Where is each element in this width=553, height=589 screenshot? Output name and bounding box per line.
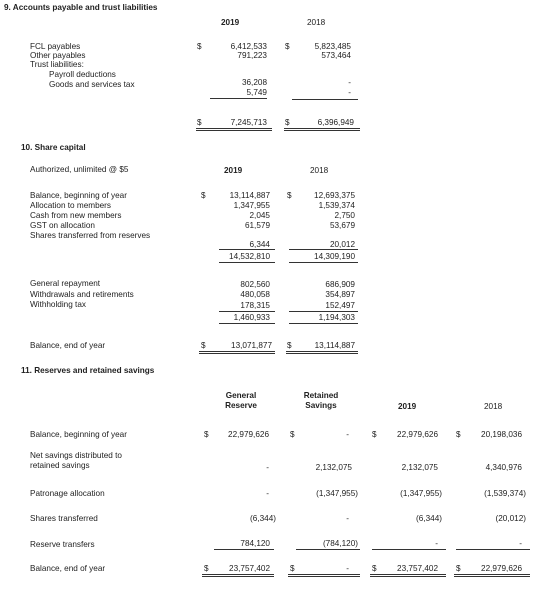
value-2018: 686,909 [325, 280, 355, 289]
value-2019: 13,114,887 [229, 191, 270, 200]
value-2019: - [435, 539, 438, 548]
general-reserve-value: - [266, 463, 269, 472]
total-2018: 6,396,949 [317, 118, 354, 127]
note-10-title: 10. Share capital [21, 143, 86, 152]
currency-symbol: $ [456, 564, 461, 573]
underline [289, 249, 358, 250]
underline [372, 549, 446, 550]
underline [289, 262, 358, 263]
row-label: Other payables [30, 51, 86, 60]
underline [202, 574, 274, 575]
currency-symbol: $ [201, 191, 206, 200]
underline [219, 311, 275, 312]
underline [202, 576, 274, 577]
value-2019: 6,344 [249, 240, 270, 249]
row-label-continued: retained savings [30, 461, 90, 470]
value-2018: 53,679 [329, 221, 355, 230]
value-2018: 12,693,375 [314, 191, 355, 200]
underline [292, 99, 358, 100]
underline [370, 574, 446, 575]
authorized-label: Authorized, unlimited @ $5 [30, 165, 129, 174]
underline [219, 262, 275, 263]
note-9-header-2019: 2019 [221, 18, 240, 27]
underline [454, 576, 530, 577]
currency-symbol: $ [204, 430, 209, 439]
general-reserve-value: 784,120 [240, 539, 270, 548]
value-2018: - [519, 539, 522, 548]
underline [196, 128, 272, 129]
currency-symbol: $ [290, 564, 295, 573]
row-label: Withdrawals and retirements [30, 290, 134, 299]
underline [199, 353, 275, 354]
ending-2018: 13,114,887 [314, 341, 355, 350]
value-2019: 6,412,533 [230, 42, 267, 51]
header-savings: Savings [305, 401, 337, 410]
subtotal-2019: 14,532,810 [229, 252, 270, 261]
currency-symbol: $ [372, 430, 377, 439]
subtotal-2018: 14,309,190 [314, 252, 355, 261]
value-2019: 22,979,626 [397, 430, 438, 439]
value-2018: 4,340,976 [485, 463, 522, 472]
header-reserve: Reserve [225, 401, 257, 410]
value-2019: 2,045 [249, 211, 270, 220]
note-11-title: 11. Reserves and retained savings [21, 366, 155, 375]
value-2019: 802,560 [240, 280, 270, 289]
value-2019: (6,344) [416, 514, 442, 523]
underline [288, 574, 360, 575]
underline [370, 576, 446, 577]
underline [289, 323, 358, 324]
subtotal-2019: 1,460,933 [233, 313, 270, 322]
value-2018: (20,012) [495, 514, 526, 523]
currency-symbol: $ [287, 191, 292, 200]
currency-symbol: $ [201, 341, 206, 350]
value-2019: 178,315 [240, 301, 270, 310]
general-reserve-value: - [266, 489, 269, 498]
currency-symbol: $ [197, 42, 202, 51]
value-2019: 2,132,075 [401, 463, 438, 472]
underline [296, 549, 360, 550]
note-9-header-2018: 2018 [307, 18, 326, 27]
value-2018: 354,897 [325, 290, 355, 299]
underline [289, 311, 358, 312]
underline [288, 576, 360, 577]
row-label: Payroll deductions [49, 70, 116, 79]
underline [219, 323, 275, 324]
underline [456, 549, 530, 550]
currency-symbol: $ [197, 118, 202, 127]
value-2018: 573,464 [321, 51, 351, 60]
retained-savings-value: (1,347,955) [316, 489, 358, 498]
note-10-header-2018: 2018 [310, 166, 329, 175]
value-2018: 22,979,626 [481, 564, 522, 573]
value-2019: 791,223 [237, 51, 267, 60]
row-label: Allocation to members [30, 201, 111, 210]
retained-savings-value: - [346, 564, 349, 573]
underline [214, 549, 274, 550]
note-10-header-2019: 2019 [224, 166, 243, 175]
retained-savings-value: - [346, 514, 349, 523]
general-reserve-value: 22,979,626 [228, 430, 269, 439]
value-2018: 20,198,036 [481, 430, 522, 439]
general-reserve-value: (6,344) [250, 514, 276, 523]
row-label: Balance, beginning of year [30, 430, 127, 439]
underline [284, 128, 360, 129]
general-reserve-value: 23,757,402 [229, 564, 270, 573]
underline [286, 353, 358, 354]
value-2018: (1,539,374) [484, 489, 526, 498]
row-label: GST on allocation [30, 221, 95, 230]
currency-symbol: $ [287, 341, 292, 350]
row-label: Balance, beginning of year [30, 191, 127, 200]
retained-savings-value: (784,120) [322, 539, 358, 548]
value-2019: 480,058 [240, 290, 270, 299]
row-label: Goods and services tax [49, 80, 135, 89]
underline [284, 130, 360, 131]
balance-end-label: Balance, end of year [30, 341, 106, 350]
underline [196, 130, 272, 131]
note-9-title: 9. Accounts payable and trust liabilities [4, 3, 158, 12]
value-2019: 61,579 [244, 221, 270, 230]
row-label: Trust liabilities: [30, 60, 84, 69]
value-2018: 20,012 [329, 240, 355, 249]
row-label: FCL payables [30, 42, 81, 51]
retained-savings-value: 2,132,075 [315, 463, 352, 472]
currency-symbol: $ [204, 564, 209, 573]
header-general: General [225, 391, 257, 400]
value-2019: 1,347,955 [233, 201, 270, 210]
underline [219, 249, 275, 250]
currency-symbol: $ [456, 430, 461, 439]
row-label: Net savings distributed to [30, 451, 122, 460]
header-2019: 2019 [398, 402, 417, 411]
value-2019: (1,347,955) [400, 489, 442, 498]
underline [454, 574, 530, 575]
row-label: General repayment [30, 279, 101, 288]
ending-2019: 13,071,877 [231, 341, 272, 350]
row-label: Reserve transfers [30, 540, 95, 549]
retained-savings-value: - [346, 430, 349, 439]
value-2018: - [348, 78, 351, 87]
underline [286, 351, 358, 352]
total-2019: 7,245,713 [230, 118, 267, 127]
currency-symbol: $ [285, 42, 290, 51]
value-2018: 152,497 [325, 301, 355, 310]
row-label: Shares transferred from reserves [30, 231, 151, 240]
header-retained: Retained [303, 391, 339, 400]
underline [199, 351, 275, 352]
row-label: Cash from new members [30, 211, 122, 220]
row-label: Withholding tax [30, 300, 86, 309]
currency-symbol: $ [290, 430, 295, 439]
balance-end-label: Balance, end of year [30, 564, 106, 573]
value-2019: 23,757,402 [397, 564, 438, 573]
value-2018: 5,823,485 [314, 42, 351, 51]
header-2018: 2018 [484, 402, 503, 411]
row-label: Shares transferred [30, 514, 98, 523]
currency-symbol: $ [372, 564, 377, 573]
value-2019: 5,749 [210, 88, 267, 99]
currency-symbol: $ [285, 118, 290, 127]
value-2018: - [348, 88, 351, 97]
value-2018: 1,539,374 [318, 201, 355, 210]
value-2019: 36,208 [241, 78, 267, 87]
value-2018: 2,750 [334, 211, 355, 220]
subtotal-2018: 1,194,303 [318, 313, 355, 322]
row-label: Patronage allocation [30, 489, 105, 498]
